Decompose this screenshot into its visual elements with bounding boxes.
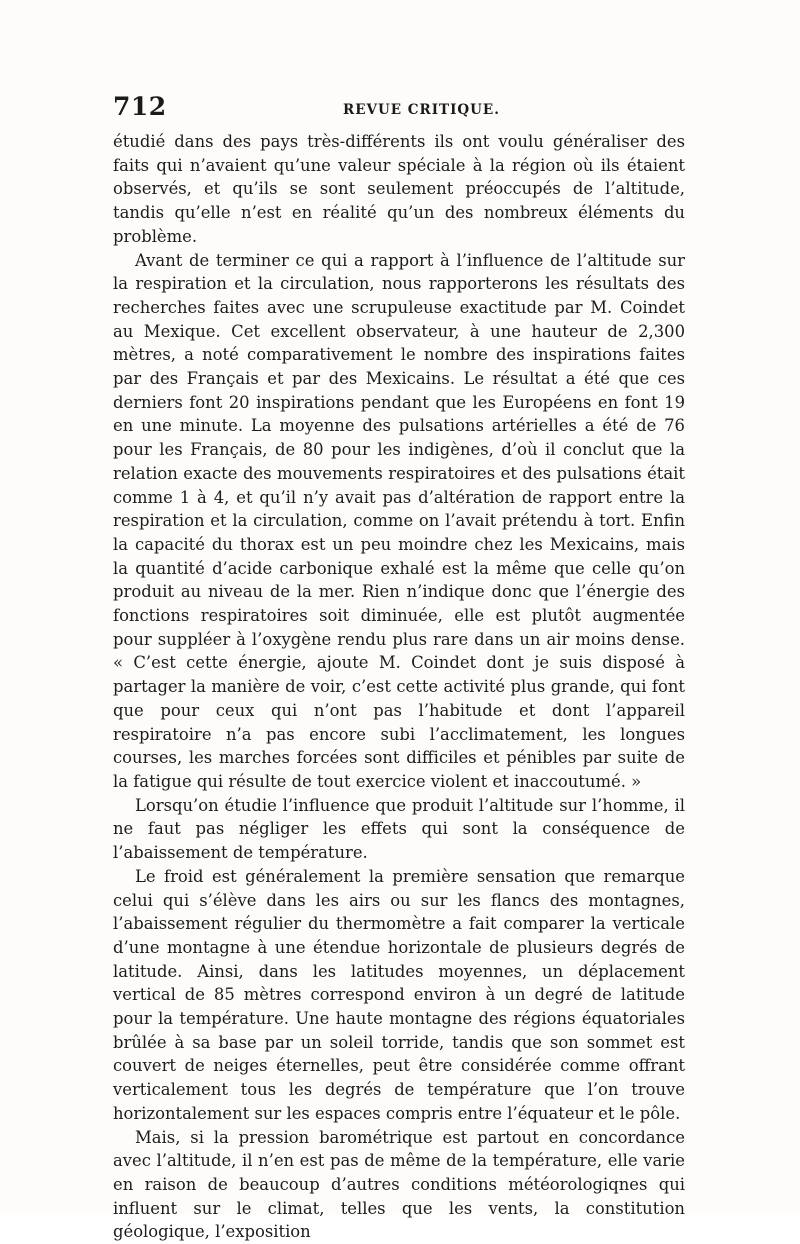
page-header bbox=[113, 92, 685, 124]
running-title: REVUE CRITIQUE. bbox=[343, 102, 500, 118]
paragraph-pressure: Mais, si la pression barométrique est partout en concordance avec l’altitude, il n’en est pas de même de la température, elle varie en raison de beaucoup d’autres conditions météorologiqnes qui influent sur le climat, telles que les vents, la constitution géologique, l’exposition bbox=[113, 1127, 685, 1242]
paragraph-continuation: étudié dans des pays très-différents ils ont voulu généraliser des faits qui n’avaient qu’une valeur spéciale à la région où ils étaient observés, et qu’ils se sont seulement préoccupés de l’altitude, tandis qu’elle n’est en réalité qu’un des nombreux éléments du problème. bbox=[113, 132, 685, 246]
paragraph-cold: Le froid est généralement la première sensation que remarque celui qui s’élève dans les airs ou sur les flancs des montagnes, l’abaissement régulier du thermomètre a fait comparer la verticale d’une montagne à une étendue horizontale de plusieurs degrés de latitude. Ainsi, dans les latitudes moyennes, un déplacement vertical de 85 mètres correspond environ à un degré de latitude pour la température. Une haute montagne des régions équatoriales brûlée à sa base par un soleil torride, tandis que son sommet est couvert de neiges éternelles, peut être considérée comme offrant verticalement tous les degrés de température que l’on trouve horizontalement sur les espaces compris entre l’équateur et le pôle. bbox=[113, 866, 685, 1123]
body-text bbox=[113, 130, 685, 1244]
paragraph-coindet: Avant de terminer ce qui a rapport à l’influence de l’altitude sur la respiration et la circulation, nous rapporterons les résultats des recherches faites avec une scrupuleuse exactitude par M. Coindet au Mexique. Cet excellent observateur, à une hauteur de 2,300 mètres, a noté comparativement le nombre des inspirations faites par des Français et par des Mexicains. Le résultat a été que ces derniers font 20 inspirations pendant que les Européens en font 19 en une minute. La moyenne des pulsations artérielles a été de 76 pour les Français, de 80 pour les indigènes, d’où il conclut que la relation exacte des mouvements respiratoires et des pulsations était comme 1 à 4, et qu’il n’y avait pas d’altération de rapport entre la respiration et la circulation, comme on l’avait prétendu à tort. Enfin la capacité du thorax est un peu moindre chez les Mexicains, mais la quantité d’acide carbonique exhalé est la même que celle qu’on produit au niveau de la mer. Rien n’indique donc que l’énergie des fonctions respiratoires soit diminuée, elle est plutôt augmentée pour suppléer à l’oxygène rendu plus rare dans un air moins dense. « C’est cette énergie, ajoute M. Coindet dont je suis disposé à partager la manière de voir, c’est cette activité plus grande, qui font que pour ceux qui n’ont pas l’habitude et dont l’appareil respiratoire n’a pas encore subi l’acclimatement, les longues courses, les marches forcées sont difficiles et pénibles par suite de la fatigue qui résulte de tout exercice violent et inaccoutumé. » bbox=[113, 250, 685, 791]
page-number: 712 bbox=[113, 92, 167, 121]
paragraph-temperature-intro: Lorsqu’on étudie l’influence que produit l’altitude sur l’homme, il ne faut pas négliger les effets qui sont la conséquence de l’abaissement de température. bbox=[113, 795, 685, 863]
